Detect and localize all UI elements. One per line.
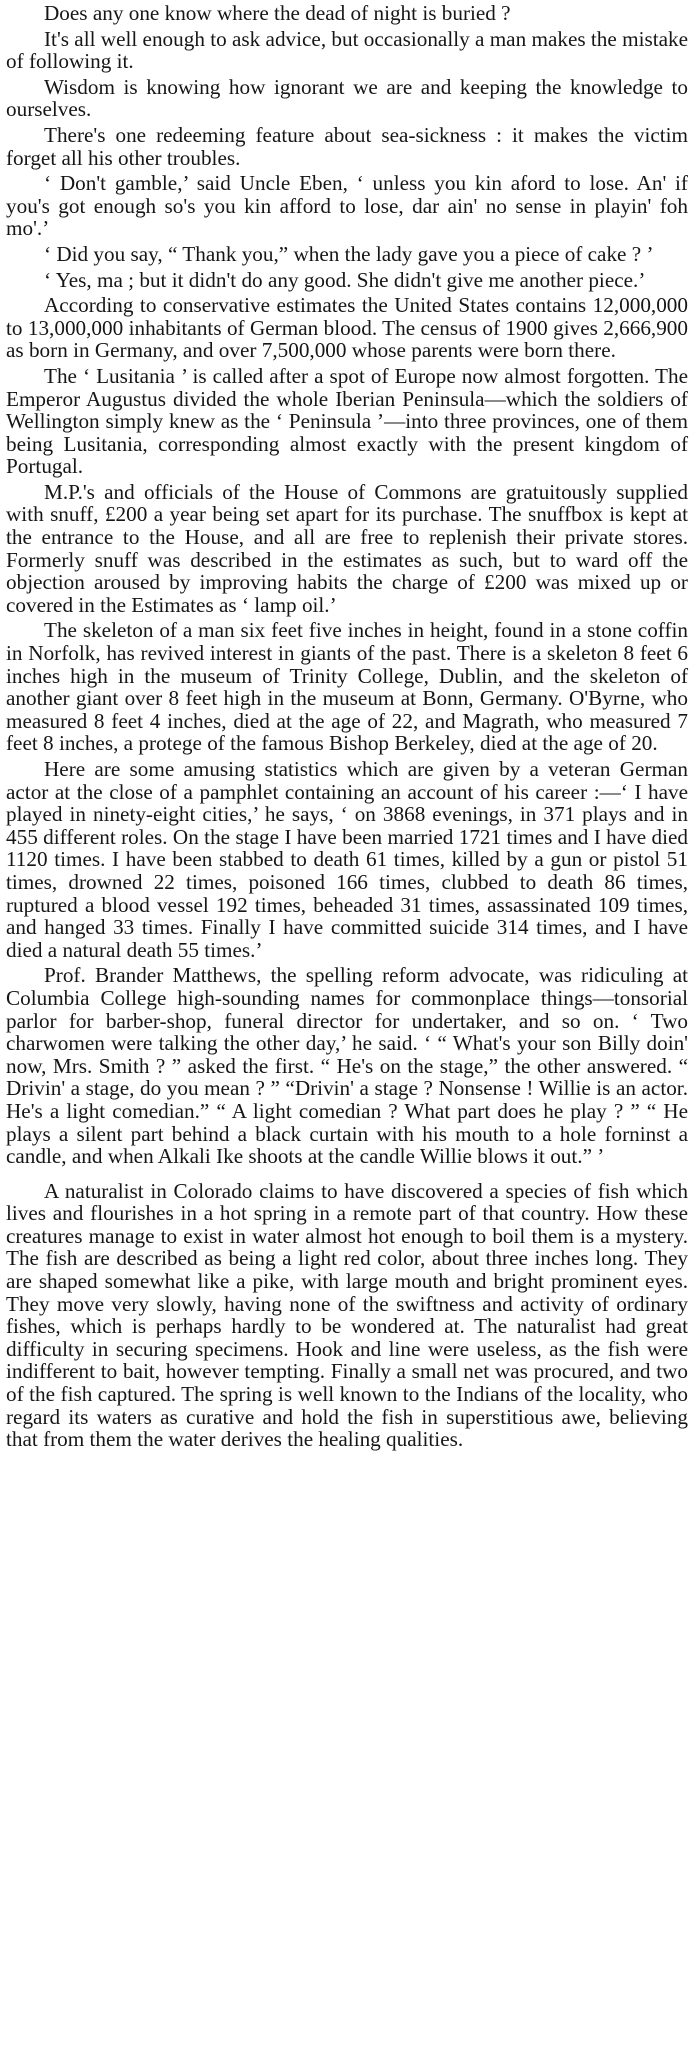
paragraph-snuff: M.P.'s and officials of the House of Commons are gratuitously supplied with snuff, £200 a year being set apart for its purchase. The snuffbox is kept at the entrance to the House, and all are free to replenish their private stores. Formerly snuff was described in the estimates as such, but to ward off the objection aroused by improving habits the charge of £200 was mixed up or covered in the Estimates as ‘ lamp oil.’ (6, 479, 688, 617)
paragraph-dead-of-night: Does any one know where the dead of night is buried ? (44, 1, 511, 25)
paragraph-advice: It's all well enough to ask advice, but occasionally a man makes the mistake of following it. (6, 26, 688, 74)
paragraph-skeleton: The skeleton of a man six feet five inches in height, found in a stone coffin in Norfolk, has revived interest in giants of the past. There is a skeleton 8 feet 6 inches high in the museum of Trinity College, Dublin, and the skeleton of another giant over 8 feet high in the museum at Bonn, Germany. O'Byrne, who measured 8 feet 4 inches, died at the age of 22, and Magrath, who measured 7 feet 8 inches, a protege of the famous Bishop Berkeley, died at the age of 20. (6, 618, 688, 756)
paragraph-actor-statistics: Here are some amusing statistics which are given by a veteran German actor at the close of a pamphlet containing an account of his career :—‘ I have played in ninety-eight cities,’ he says, ‘ on 3868 evenings, in 371 plays and in 455 different roles. On the stage I have been married 1721 times and I have died 1120 times. I have been stabbed to death 61 times, killed by a gun or pistol 51 times, drowned 22 times, poisoned 166 times, clubbed to death 86 times, ruptured a blood vessel 192 times, beheaded 31 times, assassinated 109 times, and hanged 33 times. Finally I have committed suicide 314 times, and I have died a natural death 55 times.’ (6, 757, 688, 962)
paragraph-hot-spring-fish: A naturalist in Colorado claims to have discovered a species of fish which lives and flourishes in a hot spring in a remote part of that country. How these creatures manage to exist in water almost hot enough to boil them is a mystery. The fish are described as being a light red color, about three inches long. They are shaped somewhat like a pike, with large mouth and bright prominent eyes. They move very slowly, having none of the swiftness and activity of ordinary fishes, which is perhaps hardly to be wondered at. The naturalist had great difficulty in securing specimens. Hook and line were useless, as the fish were indifferent to bait, however tempting. Finally a small net was procured, and two of the fish captured. The spring is well known to the Indians of the locality, who regard its waters as curative and hold the fish in superstitious awe, believing that from them the water derives the healing qualities. (6, 1178, 688, 1452)
paragraph-lusitania: The ‘ Lusitania ’ is called after a spot of Europe now almost forgotten. The Emperor Augustus divided the whole Iberian Peninsula—which the soldiers of Wellington simply knew as the ‘ Peninsula ’—into three provinces, one of them being Lusitania, corresponding almost exactly with the present kingdom of Portugal. (6, 363, 688, 479)
paragraph-another-piece: ‘ Yes, ma ; but it didn't do any good. She didn't give me another piece.’ (44, 267, 646, 292)
paragraph-sea-sickness: There's one redeeming feature about sea-sickness : it makes the victim forget all his other troubles. (6, 122, 688, 170)
newspaper-column (6, 0, 688, 1451)
paragraph-wisdom: Wisdom is knowing how ignorant we are and keeping the knowledge to ourselves. (6, 74, 688, 122)
paragraph-german-blood: According to conservative estimates the United States contains 12,000,000 to 13,000,000 inhabitants of German blood. The census of 1900 gives 2,666,900 as born in Germany, and over 7,500,000 whose parents were born there. (6, 293, 688, 363)
paragraph-brander-matthews: Prof. Brander Matthews, the spelling reform advocate, was ridiculing at Columbia College high-sounding names for commonplace things—tonsorial parlor for barber-shop, funeral director for undertaker, and so on. ‘ Two charwomen were talking the other day,’ he said. ‘ “ What's your son Billy doin' now, Mrs. Smith ? ” asked the first. “ He's on the stage,” the other answered. “ Drivin' a stage, do you mean ? ” “Drivin' a stage ? Nonsense ! Willie is an actor. He's a light comedian.” “ A light comedian ? What part does he play ? ” “ He plays a silent part behind a black curtain with his mouth to a hole forninst a candle, and when Alkali Ike shoots at the candle Willie blows it out.” ’ (6, 963, 688, 1169)
paragraph-uncle-eben: ‘ Don't gamble,’ said Uncle Eben, ‘ unless you kin aford to lose. An' if you's got enough so's you kin afford to lose, dar ain' no sense in playin' foh mo'.’ (6, 171, 688, 241)
paragraph-thank-you: ‘ Did you say, “ Thank you,” when the lady gave you a piece of cake ? ’ (44, 241, 654, 266)
